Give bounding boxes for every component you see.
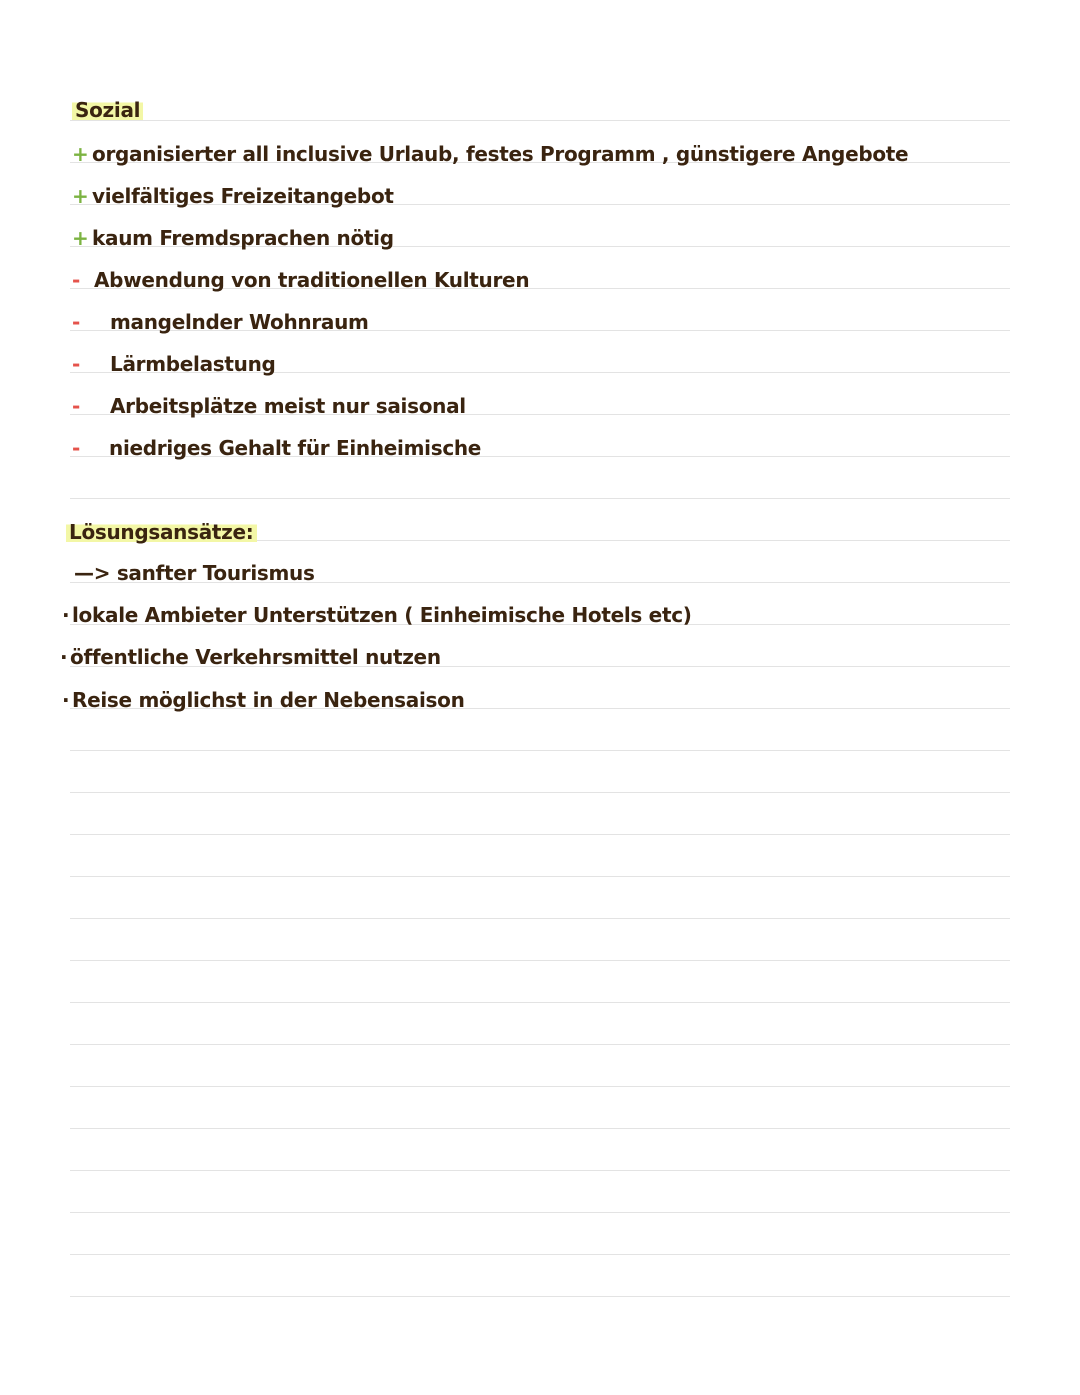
- item-text: niedriges Gehalt für Einheimische: [109, 436, 482, 460]
- item-text: Abwendung von traditionellen Kulturen: [94, 268, 530, 292]
- bullet-icon: ·: [62, 603, 70, 627]
- ruled-line: [70, 960, 1010, 961]
- list-item-con: [72, 302, 369, 342]
- item-text: organisierter all inclusive Urlaub, festes Programm , günstigere Angebote: [92, 142, 909, 166]
- plus-icon: +: [72, 142, 89, 166]
- ruled-line: [70, 1002, 1010, 1003]
- item-text: Reise möglichst in der Nebensaison: [72, 688, 465, 712]
- ruled-line: [70, 834, 1010, 835]
- list-item-pro: [72, 218, 394, 258]
- list-item-bullet: [60, 637, 441, 677]
- list-item-bullet: [62, 680, 465, 720]
- list-item-con: [72, 428, 481, 468]
- ruled-line: [70, 1044, 1010, 1045]
- arrow-item: [74, 553, 315, 593]
- item-text: Lärmbelastung: [110, 352, 276, 376]
- plus-icon: +: [72, 184, 89, 208]
- list-item-pro: [72, 176, 394, 216]
- bullet-icon: ·: [60, 645, 68, 669]
- ruled-line: [70, 1170, 1010, 1171]
- section-heading-sozial: [72, 94, 143, 126]
- ruled-line: [70, 120, 1010, 121]
- ruled-line: [70, 1086, 1010, 1087]
- ruled-line: [70, 792, 1010, 793]
- minus-icon: -: [72, 268, 81, 292]
- bullet-icon: ·: [62, 688, 70, 712]
- item-text: öffentliche Verkehrsmittel nutzen: [70, 645, 441, 669]
- list-item-bullet: [62, 595, 692, 635]
- ruled-line: [70, 876, 1010, 877]
- list-item-con: [72, 260, 529, 300]
- ruled-line: [70, 1296, 1010, 1297]
- section-heading-loesungen: [66, 516, 257, 548]
- item-text: Arbeitsplätze meist nur saisonal: [110, 394, 466, 418]
- ruled-line: [70, 1254, 1010, 1255]
- heading-text: Lösungsansätze:: [66, 520, 257, 544]
- item-text: mangelnder Wohnraum: [110, 310, 369, 334]
- ruled-line: [70, 918, 1010, 919]
- minus-icon: -: [72, 310, 81, 334]
- item-text: —> sanfter Tourismus: [74, 561, 315, 585]
- item-text: kaum Fremdsprachen nötig: [92, 226, 394, 250]
- item-text: lokale Ambieter Unterstützen ( Einheimische Hotels etc): [72, 603, 692, 627]
- minus-icon: -: [72, 394, 81, 418]
- list-item-pro: [72, 134, 908, 174]
- heading-text: Sozial: [72, 98, 143, 122]
- minus-icon: -: [72, 352, 81, 376]
- list-item-con: [72, 344, 276, 384]
- plus-icon: +: [72, 226, 89, 250]
- ruled-line: [70, 1212, 1010, 1213]
- list-item-con: [72, 386, 466, 426]
- ruled-line: [70, 498, 1010, 499]
- item-text: vielfältiges Freizeitangebot: [92, 184, 394, 208]
- minus-icon: -: [72, 436, 81, 460]
- ruled-line: [70, 750, 1010, 751]
- ruled-line: [70, 1128, 1010, 1129]
